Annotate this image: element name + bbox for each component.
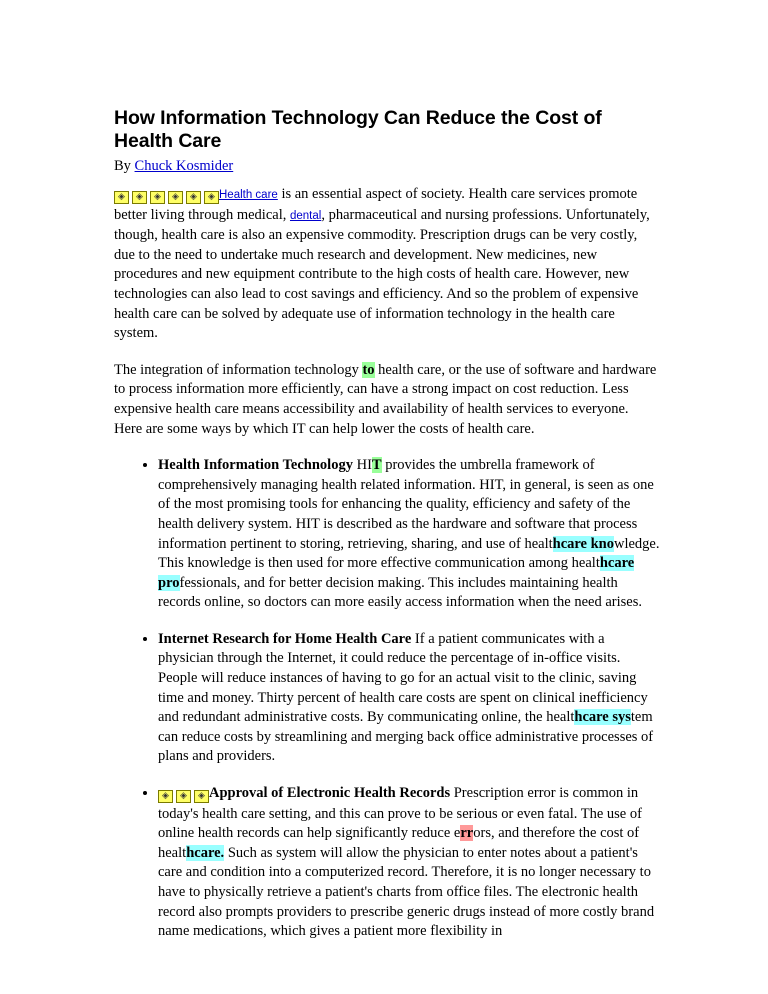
highlight-hcare-kno: hcare kno <box>552 535 614 552</box>
diamond-icon[interactable]: ◈ <box>158 790 173 803</box>
diamond-icon[interactable]: ◈ <box>168 191 183 204</box>
diamond-icon[interactable]: ◈ <box>204 191 219 204</box>
list-item-health-records <box>158 784 660 942</box>
bullet-text: tem can reduce costs by streamlining and merging back office administrative processes of plans and providers. <box>158 709 654 765</box>
para2-text-1: The integration of information technology <box>114 361 363 378</box>
highlight-hcare: hcare. <box>186 844 225 861</box>
intro-text-2: , pharmaceutical and nursing professions. Unfortunately, though, health care is also an expensive commodity. Prescription drugs can be very costly, due to the need to undertake much research and development. New medicines, new procedures and new equipment contribute to the high costs of health care. However, new technologies can also lead to cost savings and efficiency. And so the problem of expensive health care can be solved by adequate use of information technology in the health care system. <box>114 206 650 342</box>
bullet-list <box>114 456 660 942</box>
dental-link[interactable]: dental <box>289 209 322 222</box>
bullet-text: fessionals, and for better decision making. This includes maintaining health records online, so doctors can more easily access information when the need arises. <box>158 574 642 611</box>
document-page <box>114 107 660 959</box>
article-title: How Information Technology Can Reduce the Cost of Health Care <box>114 107 602 152</box>
health-care-link[interactable]: Health care <box>219 189 278 201</box>
diamond-icon[interactable]: ◈ <box>150 191 165 204</box>
bullet-heading: Approval of Electronic Health Records <box>209 785 451 802</box>
diamond-icon[interactable]: ◈ <box>186 191 201 204</box>
bullet-text: ors, and therefore the cost of healt <box>158 825 640 861</box>
intro-paragraph <box>114 185 660 344</box>
highlight-to: to <box>362 361 375 378</box>
highlight-rr: rr <box>460 825 474 842</box>
list-item-internet-research <box>158 630 660 767</box>
diamond-icon[interactable]: ◈ <box>132 191 147 204</box>
bullet-text: HI <box>352 457 372 474</box>
bullet-text: Such as system will allow the physician to enter notes about a patient's care and condition into a computerized record. Therefore, it is no longer necessary to have to physically retrieve a patient's charts from office files. The electronic health record also prompts providers to prescribe generic drugs instead of more costly brand name medications, which gives a patient more flexibility in <box>158 844 655 940</box>
list-item-hit <box>158 456 660 613</box>
diamond-icon[interactable]: ◈ <box>176 790 191 803</box>
bullet-heading: Internet Research for Home Health Care <box>158 630 412 647</box>
integration-paragraph <box>114 361 660 439</box>
diamond-icon[interactable]: ◈ <box>194 790 209 803</box>
para2-text-2: health care, or the use of software and hardware to process information more efficiently, can have a strong impact on cost reduction. Less expensive health care means accessibility and availability of health services to everyone. Here are some ways by which IT can help lower the costs of health care. <box>114 361 657 437</box>
highlight-hcare-sys: hcare sys <box>574 709 631 726</box>
highlight-t: T <box>371 457 382 474</box>
byline-prefix: By <box>114 158 135 174</box>
bullet-text: provides the umbrella framework of comprehensively managing health related information. HIT, in general, is seen as one of the most promising tools for enhancing the quality, efficiency and safety of the health delivery system. HIT is described as the hardware and software that process information pertinent to storing, retrieving, sharing, and use of healt <box>158 457 654 552</box>
bullet-text: Prescription error is common in today's health care setting, and this can prove to be serious or even fatal. The use of online health records can help significantly reduce e <box>158 785 642 842</box>
ad-icon-strip[interactable] <box>114 186 219 206</box>
diamond-icon[interactable]: ◈ <box>114 191 129 204</box>
byline <box>114 157 660 176</box>
bullet-text: wledge. This knowledge is then used for more effective communication among healt <box>158 535 660 572</box>
ad-icon-strip[interactable] <box>158 785 209 805</box>
bullet-heading: Health Information Technology <box>158 457 353 474</box>
author-link[interactable]: Chuck Kosmider <box>134 158 234 174</box>
highlight-hcare-pro: hcare pro <box>158 555 635 591</box>
bullet-text: If a patient communicates with a physician through the Internet, it could reduce the percentage of in-office visits. People will reduce instances of having to go for an actual visit to the clinic, saving time and money. Thirty percent of health care costs are spent on clinical inefficiency and redundant administrative costs. By communicating online, the healt <box>158 630 648 726</box>
intro-text-1: is an essential aspect of society. Health care services promote better living through medical, <box>114 186 638 223</box>
